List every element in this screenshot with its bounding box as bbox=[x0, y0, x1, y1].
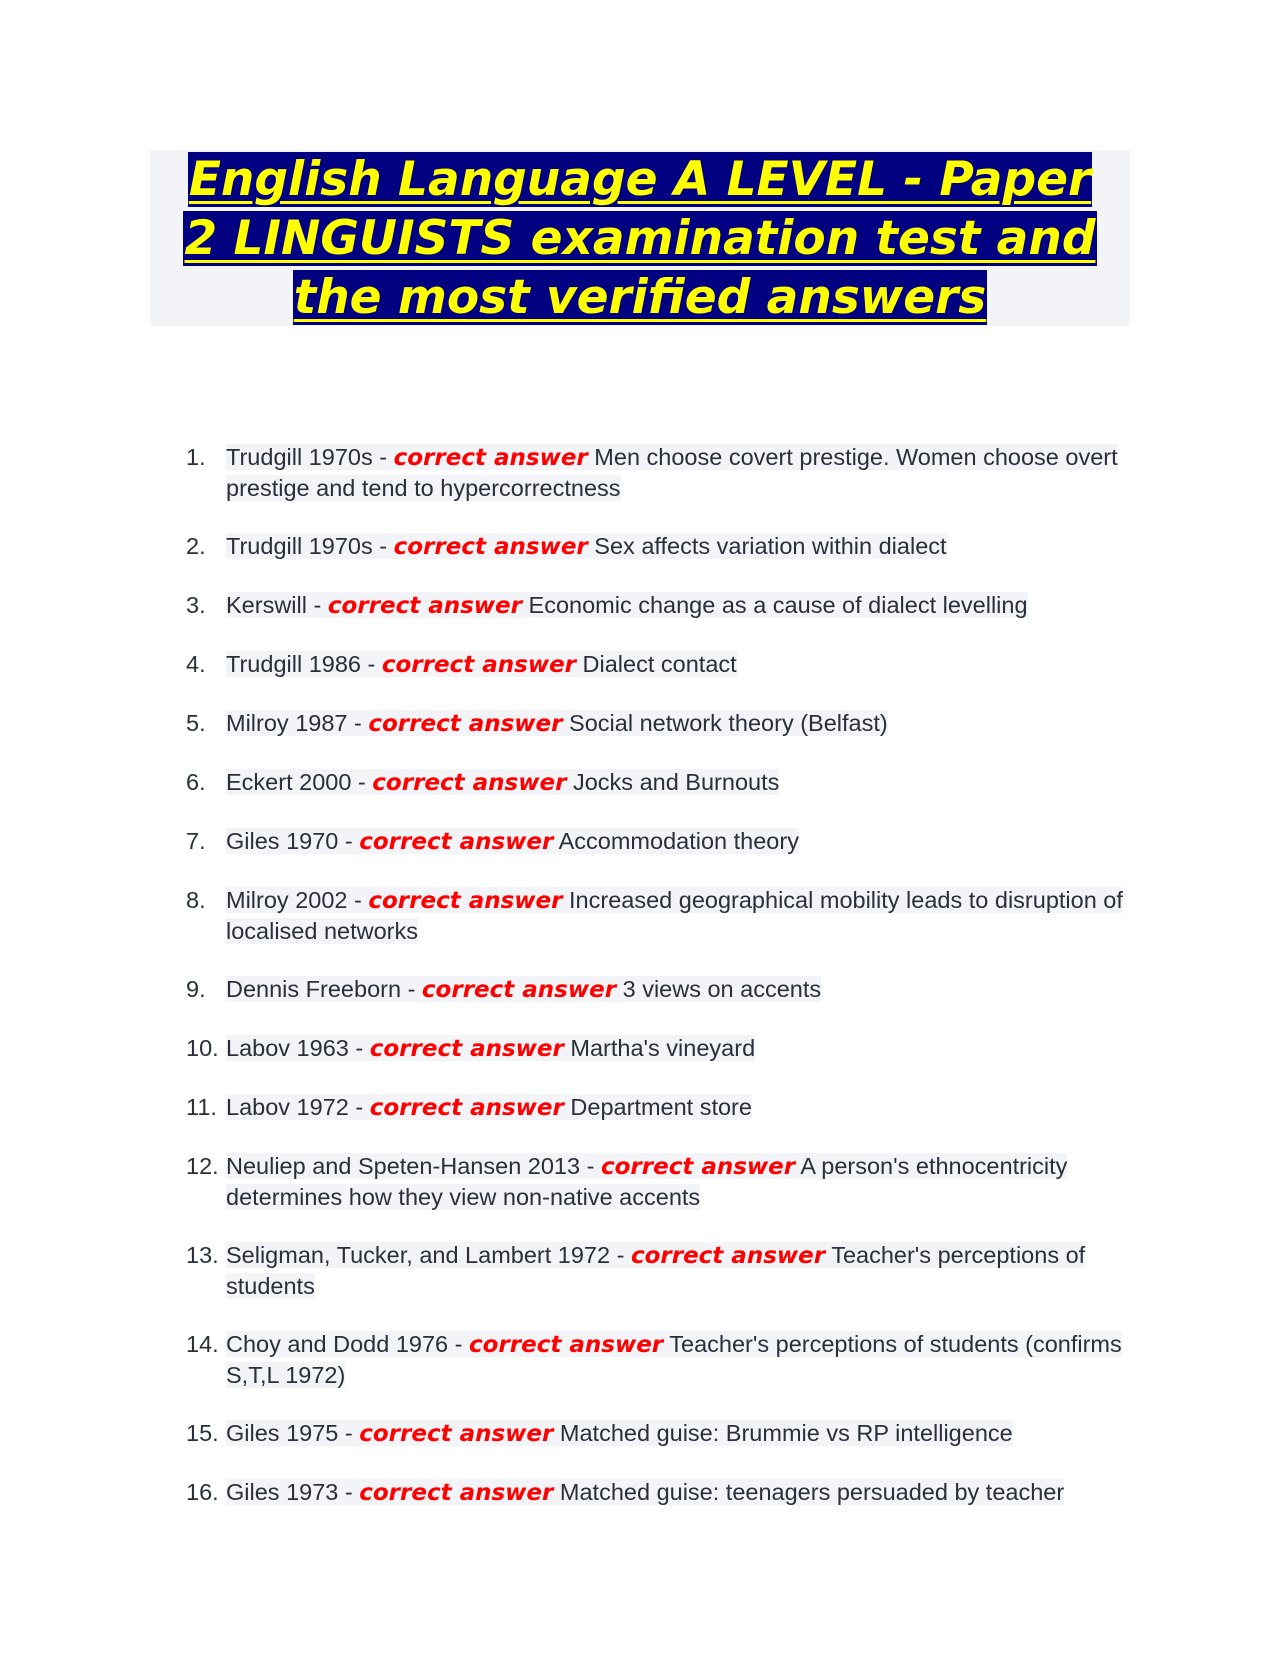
item-number: 3. bbox=[186, 592, 206, 618]
item-question: Choy and Dodd 1976 - bbox=[226, 1331, 463, 1357]
title-line-3: the most verified answers bbox=[293, 270, 987, 325]
item-number: 10. bbox=[186, 1035, 219, 1061]
list-item bbox=[186, 826, 1136, 857]
item-answer: A person's ethnocentricity determines how they view non-native accents bbox=[226, 1153, 1068, 1210]
item-text bbox=[226, 887, 1123, 944]
item-answer: Dialect contact bbox=[582, 651, 737, 677]
item-text bbox=[226, 828, 799, 854]
item-number: 1. bbox=[186, 444, 206, 470]
correct-answer-tag: correct answer bbox=[359, 1480, 554, 1506]
list-item bbox=[186, 1418, 1136, 1449]
item-answer: Economic change as a cause of dialect levelling bbox=[528, 592, 1028, 618]
item-text bbox=[226, 1153, 1067, 1210]
item-text bbox=[226, 976, 821, 1002]
item-question: Labov 1972 - bbox=[226, 1094, 364, 1120]
correct-answer-tag: correct answer bbox=[393, 534, 588, 560]
item-question: Trudgill 1970s - bbox=[226, 533, 388, 559]
item-text bbox=[226, 592, 1028, 618]
item-answer: Sex affects variation within dialect bbox=[594, 533, 947, 559]
item-number: 14. bbox=[186, 1331, 219, 1357]
correct-answer-tag: correct answer bbox=[368, 888, 563, 914]
correct-answer-tag: correct answer bbox=[369, 1095, 564, 1121]
item-answer: Increased geographical mobility leads to disruption of localised networks bbox=[226, 887, 1123, 944]
item-answer: Martha's vineyard bbox=[570, 1035, 756, 1061]
item-text bbox=[226, 1094, 752, 1120]
item-text bbox=[226, 651, 737, 677]
list-item bbox=[186, 649, 1136, 680]
correct-answer-tag: correct answer bbox=[630, 1243, 826, 1269]
item-text bbox=[226, 710, 888, 736]
correct-answer-tag: correct answer bbox=[359, 1421, 554, 1447]
item-answer: Jocks and Burnouts bbox=[572, 769, 780, 795]
item-answer: Department store bbox=[570, 1094, 752, 1120]
list-item bbox=[186, 531, 1136, 562]
correct-answer-tag: correct answer bbox=[369, 1036, 564, 1062]
item-text bbox=[226, 1479, 1064, 1505]
item-question: Seligman, Tucker, and Lambert 1972 - bbox=[226, 1242, 625, 1268]
correct-answer-tag: correct answer bbox=[381, 652, 577, 678]
list-item bbox=[186, 1151, 1136, 1212]
list-item bbox=[186, 1092, 1136, 1123]
item-text bbox=[226, 1420, 1013, 1446]
item-number: 11. bbox=[186, 1094, 217, 1120]
item-question: Dennis Freeborn - bbox=[226, 976, 416, 1002]
item-number: 7. bbox=[186, 828, 206, 854]
item-number: 16. bbox=[186, 1479, 219, 1505]
item-answer: Social network theory (Belfast) bbox=[569, 710, 888, 736]
item-number: 5. bbox=[186, 710, 206, 736]
correct-answer-tag: correct answer bbox=[327, 593, 522, 619]
title-line-2: 2 LINGUISTS examination test and bbox=[184, 211, 1096, 266]
document-title bbox=[150, 150, 1130, 326]
item-question: Giles 1970 - bbox=[226, 828, 353, 854]
list-item bbox=[186, 442, 1136, 503]
list-item bbox=[186, 1240, 1136, 1301]
list-item bbox=[186, 1329, 1136, 1390]
item-question: Trudgill 1986 - bbox=[226, 651, 376, 677]
correct-answer-tag: correct answer bbox=[469, 1332, 664, 1358]
correct-answer-tag: correct answer bbox=[393, 445, 588, 471]
item-text bbox=[226, 1242, 1085, 1299]
item-answer: 3 views on accents bbox=[622, 976, 822, 1002]
list-item bbox=[186, 708, 1136, 739]
list-item bbox=[186, 885, 1136, 946]
title-line-1: English Language A LEVEL - Paper bbox=[188, 152, 1092, 207]
item-answer: Teacher's perceptions of students (confirms S,T,L 1972) bbox=[226, 1331, 1122, 1388]
item-question: Neuliep and Speten-Hansen 2013 - bbox=[226, 1153, 595, 1179]
item-number: 9. bbox=[186, 976, 206, 1002]
item-question: Giles 1975 - bbox=[226, 1420, 353, 1446]
list-item bbox=[186, 1477, 1136, 1508]
item-question: Kerswill - bbox=[226, 592, 322, 618]
item-answer: Matched guise: teenagers persuaded by teacher bbox=[559, 1479, 1065, 1505]
item-answer: Teacher's perceptions of students bbox=[226, 1242, 1086, 1299]
item-number: 2. bbox=[186, 533, 206, 559]
question-answer-list bbox=[186, 442, 1136, 1536]
item-question: Giles 1973 - bbox=[226, 1479, 353, 1505]
item-answer: Matched guise: Brummie vs RP intelligence bbox=[559, 1420, 1013, 1446]
list-item bbox=[186, 974, 1136, 1005]
list-item bbox=[186, 1033, 1136, 1064]
item-question: Labov 1963 - bbox=[226, 1035, 364, 1061]
item-question: Eckert 2000 - bbox=[226, 769, 366, 795]
item-number: 15. bbox=[186, 1420, 219, 1446]
item-question: Milroy 2002 - bbox=[226, 887, 362, 913]
list-item bbox=[186, 767, 1136, 798]
correct-answer-tag: correct answer bbox=[368, 711, 563, 737]
item-text bbox=[226, 1331, 1122, 1388]
item-text bbox=[226, 769, 779, 795]
item-text bbox=[226, 444, 1118, 501]
item-answer: Men choose covert prestige. Women choose overt prestige and tend to hypercorrectness bbox=[226, 444, 1118, 501]
item-text bbox=[226, 1035, 755, 1061]
item-text bbox=[226, 533, 947, 559]
item-number: 4. bbox=[186, 651, 206, 677]
list-item bbox=[186, 590, 1136, 621]
item-question: Trudgill 1970s - bbox=[226, 444, 388, 470]
item-number: 6. bbox=[186, 769, 206, 795]
item-number: 8. bbox=[186, 887, 206, 913]
correct-answer-tag: correct answer bbox=[372, 770, 567, 796]
correct-answer-tag: correct answer bbox=[600, 1154, 796, 1180]
correct-answer-tag: correct answer bbox=[359, 829, 554, 855]
item-number: 13. bbox=[186, 1242, 219, 1268]
item-number: 12. bbox=[186, 1153, 219, 1179]
item-answer: Accommodation theory bbox=[558, 828, 799, 854]
correct-answer-tag: correct answer bbox=[421, 977, 617, 1003]
item-question: Milroy 1987 - bbox=[226, 710, 362, 736]
